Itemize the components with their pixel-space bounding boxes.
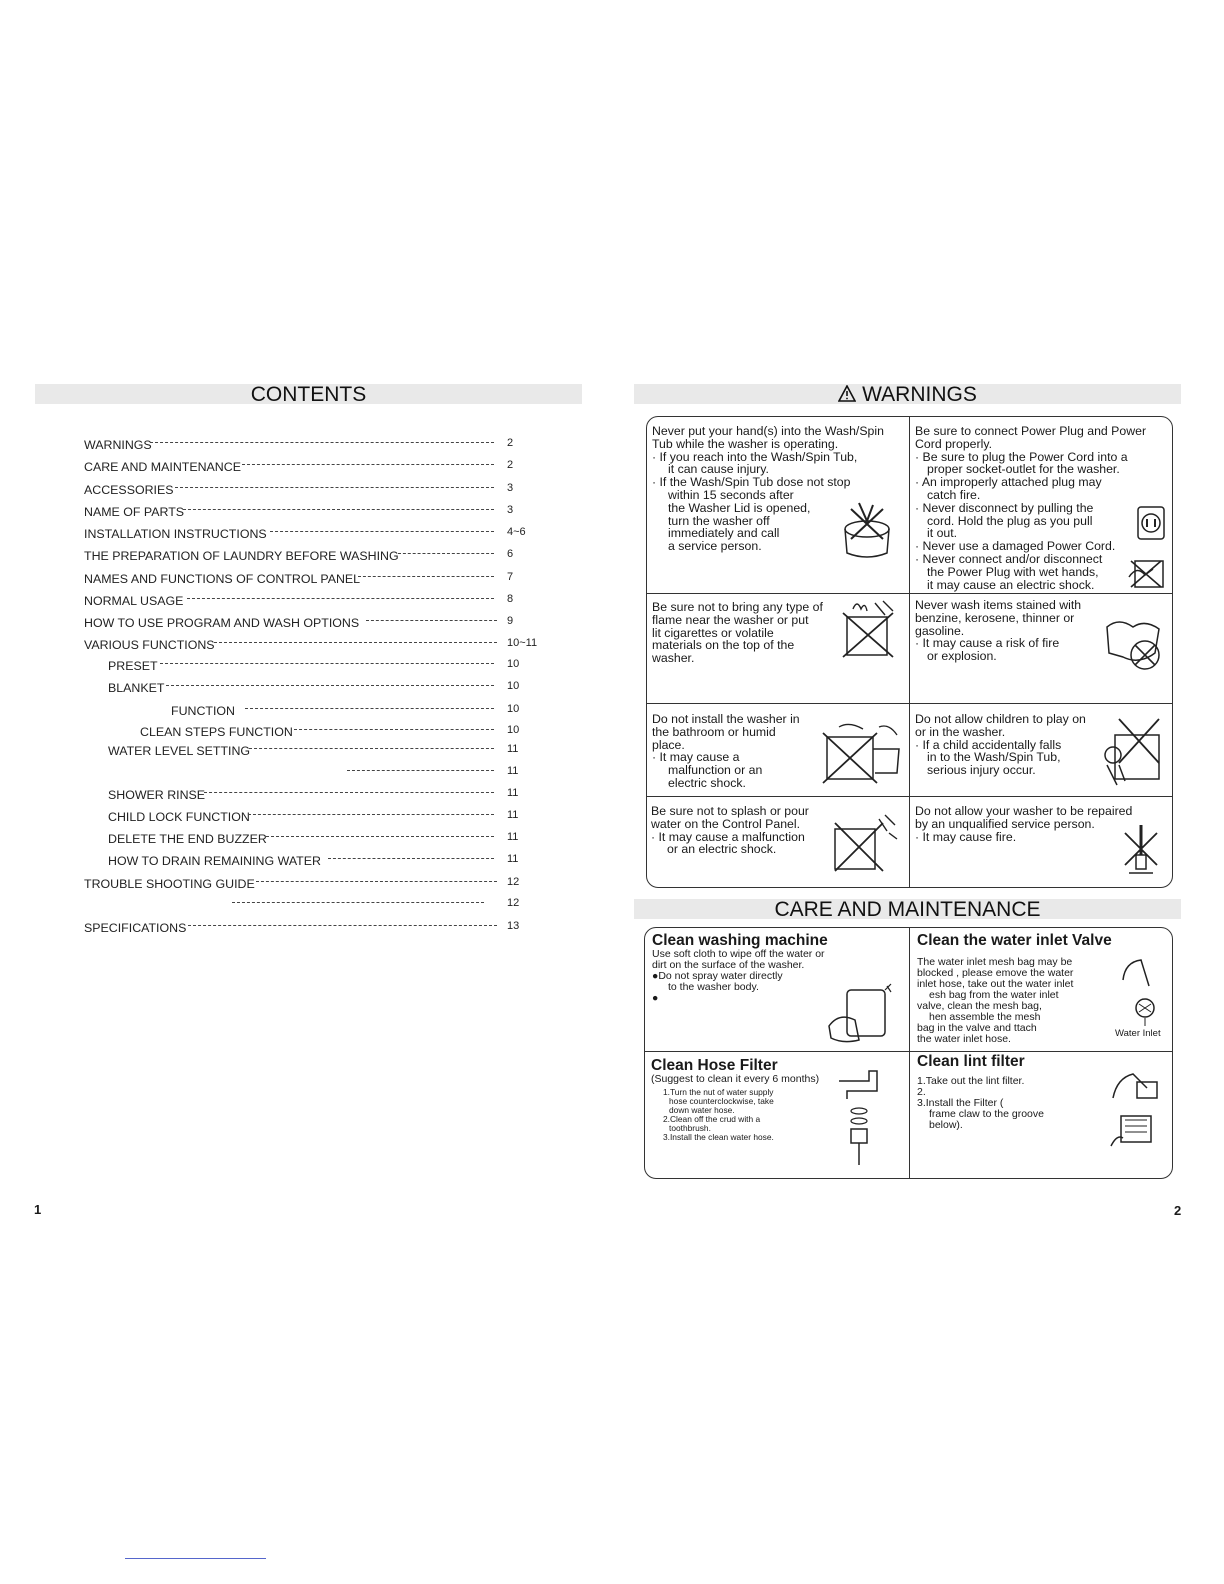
stained-clothes-icon bbox=[1099, 613, 1169, 677]
toc-page-number: 13 bbox=[507, 920, 520, 932]
toc-dot-leader bbox=[328, 858, 494, 859]
toc-dot-leader bbox=[248, 814, 494, 815]
toc-dot-leader bbox=[398, 553, 494, 554]
toc-dot-leader bbox=[175, 487, 494, 488]
toc-page-number: 10 bbox=[507, 658, 520, 670]
toc-page-number: 4~6 bbox=[507, 526, 526, 538]
footer-link-underline bbox=[125, 1558, 266, 1559]
warning-cell-power: Be sure to connect Power Plug and Power Cord properly. · Be sure to plug the Power Cord into a proper socket-outlet for the washer. · An improperly attached plug may catch fire. · Never disconnect by pulling the cord. Hold the plug as you pull it out. · Never use a damaged Power Cord. · Never connect and/or disconnect the Power Plug with wet hands, it may cause an electric shock. bbox=[915, 424, 1147, 592]
toc-dot-leader bbox=[266, 836, 494, 837]
toc-dot-leader bbox=[366, 620, 497, 621]
toc-dot-leader bbox=[150, 442, 494, 443]
toc-dot-leader bbox=[187, 598, 494, 599]
care-title bbox=[634, 899, 1181, 919]
warning-cell-benzine: Never wash items stained with benzine, kerosene, thinner or gasoline. · It may cause a risk of fire or explosion. bbox=[915, 598, 1082, 664]
toc-entry-label: NORMAL USAGE bbox=[84, 594, 184, 608]
care-cell-washing-machine: Clean washing machine Use soft cloth to wipe off the water or dirt on the surface of the washer. ●Do not spray water directly to the washer body. ● bbox=[652, 932, 828, 1004]
toc-dot-leader bbox=[183, 509, 494, 510]
toc-dot-leader bbox=[214, 642, 497, 643]
power-plug-icon bbox=[1135, 503, 1167, 543]
lint-filter-remove-icon bbox=[1107, 1068, 1165, 1104]
toc-page-number: 3 bbox=[507, 504, 514, 516]
care-cell-hose-filter: Clean Hose Filter (Suggest to clean it every 6 months) 1.Turn the nut of water supply hose counterclockwise, take down water hose. 2.Clean off the crud with a toothbrush. 3.Install the clean water hose. bbox=[651, 1057, 820, 1142]
toc-entry-label: WATER LEVEL SETTING bbox=[108, 744, 251, 758]
toc-page-number: 10 bbox=[507, 703, 520, 715]
toc-entry-label: DELETE THE END BUZZER bbox=[108, 832, 267, 846]
toc-entry-label: HOW TO DRAIN REMAINING WATER bbox=[108, 854, 321, 868]
toc-entry-label: NAMES AND FUNCTIONS OF CONTROL PANEL bbox=[84, 572, 361, 586]
toc-entry-label: PRESET bbox=[108, 659, 158, 673]
warnings-title-text: WARNINGS bbox=[862, 383, 977, 406]
toc-dot-leader bbox=[166, 685, 494, 686]
toc-entry-label: VARIOUS FUNCTIONS bbox=[84, 638, 215, 652]
warning-cell-splash: Be sure not to splash or pour water on the Control Panel. · It may cause a malfunction or an electric shock. bbox=[651, 804, 809, 857]
toc-page-number: 12 bbox=[507, 897, 520, 909]
toc-page-number: 12 bbox=[507, 876, 520, 888]
toc-entry-label: FUNCTION bbox=[171, 704, 236, 718]
warning-cell-humid: Do not install the washer in the bathroom or humid place. · It may cause a malfunction or an electric shock. bbox=[652, 712, 800, 790]
toc-entry-label: WARNINGS bbox=[84, 438, 152, 452]
toc-entry-label: CLEAN STEPS FUNCTION bbox=[140, 725, 293, 739]
toc-page-number: 2 bbox=[507, 459, 514, 471]
page-number-left: 1 bbox=[34, 1202, 42, 1217]
warnings-title bbox=[634, 384, 1181, 404]
care-cell-inlet-valve: Clean the water inlet Valve The water inlet mesh bag may be blocked , please emove the water inlet hose, take out the water inlet esh bag from the water inlet valve, clean the mesh bag, hen assemble the mesh bag in the valve and ttach the water inlet hose. bbox=[917, 932, 1112, 1045]
toc-page-number: 11 bbox=[507, 853, 519, 865]
screwdriver-icon bbox=[1121, 821, 1161, 877]
care-cell-lint-filter: Clean lint filter 1.Take out the lint filter. 2. 3.Install the Filter ( frame claw to the groove below). bbox=[917, 1053, 1044, 1131]
care-box bbox=[644, 927, 1173, 1179]
toc-entry-label: SHOWER RINSE bbox=[108, 788, 206, 802]
lint-filter-install-icon bbox=[1107, 1108, 1165, 1152]
child-washer-icon bbox=[1099, 715, 1167, 791]
toc-page-number: 2 bbox=[507, 437, 514, 449]
warning-cell-repair: Do not allow your washer to be repaired by an unqualified service person. · It may cause fire. bbox=[915, 804, 1133, 844]
flame-washer-icon bbox=[837, 597, 901, 663]
hand-in-tub-icon bbox=[837, 499, 897, 561]
warning-cell-flame: Be sure not to bring any type of flame near the washer or put lit cigarettes or volatile materials on the top of the washer. bbox=[652, 600, 823, 666]
toc-entry-label: HOW TO USE PROGRAM AND WASH OPTIONS bbox=[84, 616, 360, 630]
water-inlet-valve-icon bbox=[1115, 956, 1163, 1026]
toc-page-number: 10~11 bbox=[507, 637, 538, 649]
toc-dot-leader bbox=[270, 531, 494, 532]
toc-dot-leader bbox=[358, 576, 494, 577]
toc-entry-label: ACCESSORIES bbox=[84, 483, 174, 497]
table-of-contents bbox=[0, 0, 600, 1000]
toc-page-number: 6 bbox=[507, 548, 514, 560]
splash-control-panel-icon bbox=[829, 813, 901, 875]
toc-entry-label: NAME OF PARTS bbox=[84, 505, 185, 519]
page-number-right: 2 bbox=[1174, 1203, 1182, 1218]
toc-page-number: 10 bbox=[507, 680, 520, 692]
toc-page-number: 11 bbox=[507, 765, 519, 777]
toc-dot-leader bbox=[245, 708, 494, 709]
toc-entry-label: THE PREPARATION OF LAUNDRY BEFORE WASHING bbox=[84, 549, 399, 563]
cloth-wipe-icon bbox=[825, 982, 897, 1048]
wet-hands-plug-icon bbox=[1127, 557, 1167, 591]
toc-entry-label: CHILD LOCK FUNCTION bbox=[108, 810, 250, 824]
toc-page-number: 3 bbox=[507, 482, 514, 494]
toc-entry-label: CARE AND MAINTENANCE bbox=[84, 460, 241, 474]
warnings-box bbox=[646, 416, 1173, 888]
water-inlet-label: Water Inlet bbox=[1115, 1028, 1161, 1039]
bathroom-washer-icon bbox=[819, 721, 905, 787]
toc-dot-leader bbox=[232, 902, 484, 903]
hose-filter-faucet-icon bbox=[833, 1061, 889, 1167]
warning-cell-hands: Never put your hand(s) into the Wash/Spin Tub while the washer is operating. · If you reach into the Wash/Spin Tub, it can cause injury. · If the Wash/Spin Tub dose not stop within 15 seconds after the Washer Lid is opened, turn the washer off immediately and call a service person. bbox=[652, 424, 884, 554]
toc-dot-leader bbox=[294, 729, 494, 730]
toc-page-number: 9 bbox=[507, 615, 514, 627]
toc-entry-label: BLANKET bbox=[108, 681, 165, 695]
toc-dot-leader bbox=[256, 881, 497, 882]
toc-page-number: 11 bbox=[507, 787, 519, 799]
toc-dot-leader bbox=[188, 925, 497, 926]
toc-dot-leader bbox=[347, 770, 494, 771]
warning-triangle-icon bbox=[838, 385, 856, 402]
toc-page-number: 7 bbox=[507, 571, 514, 583]
care-title-text: CARE AND MAINTENANCE bbox=[774, 898, 1041, 921]
toc-entry-label: TROUBLE SHOOTING GUIDE bbox=[84, 877, 255, 891]
toc-page-number: 10 bbox=[507, 724, 520, 736]
toc-dot-leader bbox=[249, 748, 494, 749]
toc-entry-label: INSTALLATION INSTRUCTIONS bbox=[84, 527, 267, 541]
toc-page-number: 8 bbox=[507, 593, 514, 605]
toc-page-number: 11 bbox=[507, 743, 519, 755]
toc-dot-leader bbox=[242, 464, 494, 465]
toc-entry-label: SPECIFICATIONS bbox=[84, 921, 187, 935]
toc-dot-leader bbox=[160, 663, 494, 664]
warning-cell-children: Do not allow children to play on or in the washer. · If a child accidentally falls in to the Wash/Spin Tub, serious injury occur. bbox=[915, 712, 1086, 778]
contents-title-text: CONTENTS bbox=[250, 383, 367, 406]
toc-page-number: 11 bbox=[507, 809, 519, 821]
toc-dot-leader bbox=[204, 792, 494, 793]
toc-page-number: 11 bbox=[507, 831, 519, 843]
